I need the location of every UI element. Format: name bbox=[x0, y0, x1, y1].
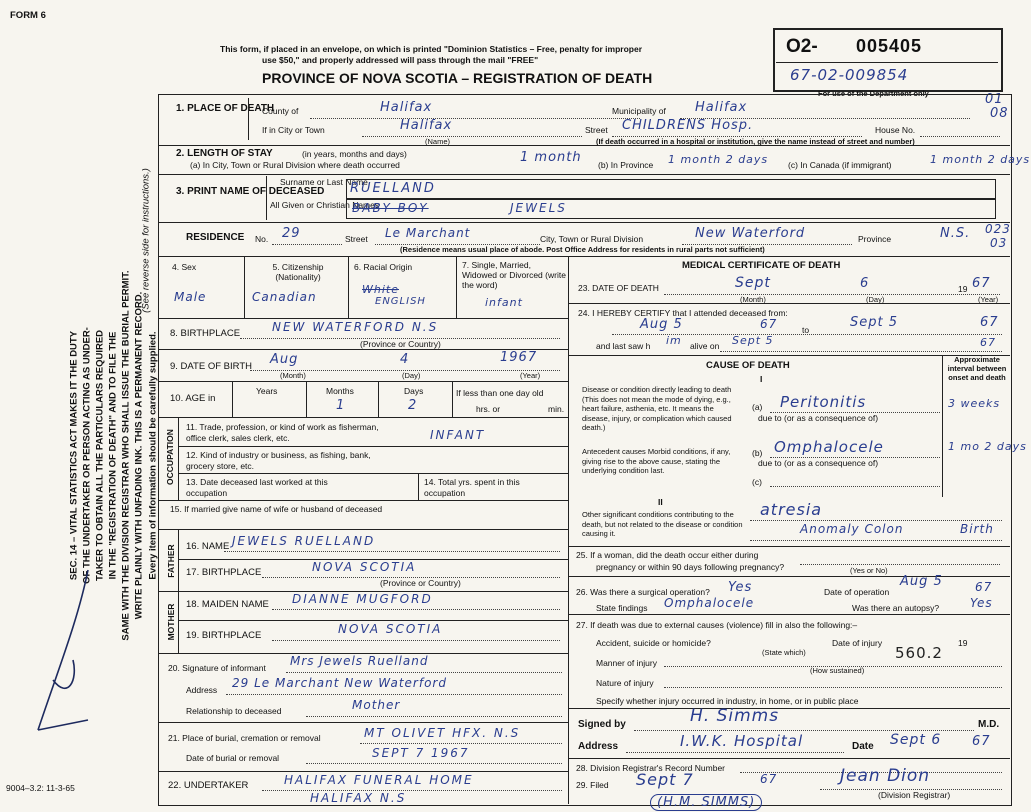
other-condition-1: atresia bbox=[760, 500, 823, 519]
doctor-date-value: Sept 6 bbox=[890, 732, 942, 748]
dod-year-prefix: 19 bbox=[958, 284, 968, 294]
relationship-label: Relationship to deceased bbox=[186, 706, 282, 716]
sex-label: 4. Sex bbox=[172, 262, 197, 272]
citizenship-value: Canadian bbox=[252, 290, 317, 304]
injury-place-label: Specify whether injury occurred in industry, in home, or in public place bbox=[596, 696, 859, 706]
dod-day-hint: (Day) bbox=[866, 295, 885, 304]
side-line-4: IN THE "REGISTRATION OF DEATH" AND TO FILE THE bbox=[107, 331, 119, 580]
place-of-death-label: 1. PLACE OF DEATH bbox=[176, 103, 275, 114]
print-name-label: 3. PRINT NAME OF DECEASED bbox=[176, 186, 325, 197]
undertaker-value: HALIFAX FUNERAL HOME bbox=[284, 773, 474, 787]
racial-origin-label: 6. Racial Origin bbox=[354, 262, 413, 272]
attended-from: Aug 5 bbox=[640, 317, 683, 332]
age-months-label: Months bbox=[326, 386, 354, 396]
cause-of-death-header: CAUSE OF DEATH bbox=[706, 360, 790, 371]
surname-value: RUELLAND bbox=[350, 181, 436, 196]
alive-on-year: 67 bbox=[980, 336, 996, 349]
informant-signature-label: 20. Signature of informant bbox=[168, 663, 266, 673]
operation-date-label: Date of operation bbox=[824, 587, 890, 597]
side-line-7: Every item of information should be carefully supplied. bbox=[147, 331, 159, 580]
attended-to-year: 67 bbox=[980, 315, 999, 330]
residence-no-value: 29 bbox=[282, 226, 301, 241]
side-line-8: (See reverse side for instructions.) bbox=[140, 168, 152, 313]
autopsy-label: Was there an autopsy? bbox=[852, 603, 940, 613]
due-to-a: due to (or as a consequence of) bbox=[758, 413, 879, 423]
burial-date-label: Date of burial or removal bbox=[186, 753, 280, 763]
dod-month: Sept bbox=[735, 275, 771, 291]
dob-day: 4 bbox=[400, 352, 410, 367]
alive-on-label: alive on bbox=[690, 341, 720, 351]
dod-year-hint: (Year) bbox=[978, 295, 999, 304]
stay-canada-label: (c) In Canada (if immigrant) bbox=[788, 160, 892, 170]
reg-prefix: O2- bbox=[786, 36, 818, 57]
doctor-address-value: I.W.K. Hospital bbox=[680, 732, 804, 750]
medical-certificate-header: MEDICAL CERTIFICATE OF DEATH bbox=[682, 260, 841, 271]
injury-year-prefix: 19 bbox=[958, 638, 968, 648]
father-name-value: JEWELS RUELLAND bbox=[232, 534, 376, 548]
side-line-3: TAKER TO OBTAIN ALL THE PARTICULARS REQUIRED bbox=[94, 329, 106, 582]
attended-to: Sept 5 bbox=[850, 315, 899, 330]
form-title: PROVINCE OF NOVA SCOTIA – REGISTRATION OF DEATH bbox=[262, 70, 653, 86]
antecedent-causes-label: Antecedent causes Morbid conditions, if any, giving rise to the above cause, stating the underlying condition last. bbox=[582, 447, 731, 475]
length-of-stay-label: 2. LENGTH OF STAY bbox=[176, 148, 273, 159]
surgery-label: 26. Was there a surgical operation? bbox=[576, 587, 710, 597]
operation-year: 67 bbox=[975, 580, 993, 594]
side-line-6: WRITE PLAINLY WITH UNFADING INK. THIS IS A PERMANENT RECORD. bbox=[133, 291, 145, 620]
street-label: Street bbox=[585, 125, 608, 135]
burial-date-value: SEPT 7 1967 bbox=[372, 746, 470, 760]
md-label: M.D. bbox=[978, 719, 1000, 730]
injury-date-label: Date of injury bbox=[832, 638, 883, 648]
interval-b-value: 1 mo 2 days bbox=[948, 440, 1027, 453]
dod-year: 67 bbox=[972, 276, 991, 291]
cause-a-value: Peritonitis bbox=[780, 393, 867, 411]
to-label: to bbox=[802, 325, 810, 335]
side-line-1: SEC. 14 – VITAL STATISTICS ACT MAKES IT THE DUTY bbox=[68, 330, 80, 581]
given-names-box bbox=[346, 199, 996, 219]
given-names-struck: BABY BOY bbox=[352, 201, 429, 215]
stay-province-label: (b) In Province bbox=[598, 160, 654, 170]
given-names-label: All Given or Christian Names bbox=[270, 200, 380, 210]
filed-date: Sept 7 bbox=[636, 770, 694, 789]
father-birthplace-value: NOVA SCOTIA bbox=[312, 560, 417, 574]
county-value: Halifax bbox=[380, 100, 433, 115]
mother-birthplace-value: NOVA SCOTIA bbox=[338, 622, 443, 636]
marital-status-label: 7. Single, Married, Widowed or Divorced (write the word) bbox=[462, 260, 566, 290]
certify-label: 24. I HEREBY CERTIFY that I attended deceased from: bbox=[578, 308, 788, 318]
residence-no-label: No. bbox=[255, 234, 269, 244]
form-number: FORM 6 bbox=[10, 10, 46, 21]
father-birthplace-hint: (Province or Country) bbox=[380, 578, 461, 588]
attended-from-year: 67 bbox=[760, 317, 778, 331]
residence-city-value: New Waterford bbox=[695, 226, 806, 241]
residence-street-value: Le Marchant bbox=[385, 226, 471, 240]
trade-label: 11. Trade, profession, or kind of work as fisherman, office clerk, sales clerk, etc. bbox=[186, 422, 379, 443]
age-months-value: 1 bbox=[336, 398, 346, 413]
stay-city-value: 1 month bbox=[520, 150, 582, 165]
direct-cause-label: Disease or condition directly leading to death (This does not mean the mode of dying, e.g., heart failure, asthenia, etc. It means the disease, injury, or complication which caused death.) bbox=[582, 385, 732, 432]
dept-code-1: 01 bbox=[985, 92, 1004, 107]
last-saw-label: and last saw h bbox=[596, 341, 651, 351]
age-days-label: Days bbox=[404, 386, 424, 396]
dod-day: 6 bbox=[860, 276, 870, 291]
interval-a-value: 3 weeks bbox=[948, 397, 1001, 410]
stamp-number: 560.2 bbox=[895, 644, 943, 662]
mother-birthplace-label: 19. BIRTHPLACE bbox=[186, 630, 262, 641]
racial-origin-struck: White bbox=[362, 283, 399, 296]
due-to-b: due to (or as a consequence of) bbox=[758, 458, 879, 468]
alive-on-value: Sept 5 bbox=[732, 334, 774, 347]
record-number-label: 28. Division Registrar's Record Number bbox=[576, 763, 726, 773]
stay-city-label: (a) In City, Town or Rural Division where death occurred bbox=[190, 160, 400, 170]
residence-street-label: Street bbox=[345, 234, 368, 244]
informant-address-value: 29 Le Marchant New Waterford bbox=[232, 676, 447, 690]
signed-by-label: Signed by bbox=[578, 719, 626, 730]
county-label: County of bbox=[262, 106, 299, 116]
municipality-value: Halifax bbox=[695, 100, 748, 115]
age-years-label: Years bbox=[256, 386, 278, 396]
city-town-label: If in City or Town bbox=[262, 125, 325, 135]
stay-province-value: 1 month 2 days bbox=[668, 153, 769, 166]
trade-value: INFANT bbox=[430, 428, 486, 442]
hrs-label: hrs. or bbox=[476, 404, 501, 414]
cause-a-letter: (a) bbox=[752, 402, 763, 412]
dob-month: Aug bbox=[270, 352, 299, 367]
interval-header: Approximate interval between onset and death bbox=[947, 355, 1007, 382]
father-section-label: FATHER bbox=[166, 544, 176, 578]
findings-label: State findings bbox=[596, 603, 648, 613]
state-which-hint: (State which) bbox=[762, 648, 806, 657]
cause-c-letter: (c) bbox=[752, 477, 762, 487]
stay-canada-value: 1 month 2 days bbox=[930, 153, 1031, 166]
residence-code-2: 03 bbox=[990, 236, 1008, 250]
other-condition-2: Anomaly Colon bbox=[800, 522, 904, 536]
dob-year-hint: (Year) bbox=[520, 371, 541, 380]
cause-b-value: Omphalocele bbox=[774, 438, 884, 456]
dept-use-note: For use of the Department only bbox=[818, 89, 929, 98]
less-than-day-label: If less than one day old bbox=[456, 388, 544, 398]
father-birthplace-label: 17. BIRTHPLACE bbox=[186, 567, 262, 578]
surname-box bbox=[346, 179, 996, 199]
pregnancy-question-line1: 25. If a woman, did the death occur either during bbox=[576, 550, 759, 560]
doctor-date-label: Date bbox=[852, 741, 874, 752]
operation-date-value: Aug 5 bbox=[900, 574, 943, 589]
doctor-date-year: 67 bbox=[972, 734, 991, 749]
other-conditions-label: Other significant conditions contributing to the death, but not related to the disease or condition causing it. bbox=[582, 510, 743, 538]
citizenship-label: 5. Citizenship (Nationality) bbox=[272, 262, 324, 282]
residence-label: RESIDENCE bbox=[186, 232, 245, 243]
spouse-label: 15. If married give name of wife or husband of deceased bbox=[170, 504, 383, 514]
mother-section-label: MOTHER bbox=[166, 603, 176, 641]
signed-by-value: H. Simms bbox=[690, 706, 780, 726]
how-sustained-hint: (How sustained) bbox=[810, 666, 865, 675]
date-of-death-label: 23. DATE OF DEATH bbox=[578, 283, 659, 293]
residence-province-value: N.S. bbox=[940, 226, 971, 241]
street-value: CHILDRENS Hosp. bbox=[622, 118, 754, 133]
roman-two: II bbox=[658, 497, 663, 507]
pregnancy-hint: (Yes or No) bbox=[850, 566, 888, 575]
city-town-value: Halifax bbox=[400, 118, 453, 133]
total-years-label: 14. Total yrs. spent in this occupation bbox=[424, 477, 520, 498]
cause-b-letter: (b) bbox=[752, 448, 763, 458]
surname-label: Surname or Last Name bbox=[280, 177, 368, 187]
form-footer-code: 9004–3.2: 11-3-65 bbox=[6, 783, 75, 793]
other-interval: Birth bbox=[960, 522, 994, 536]
marital-status-value: infant bbox=[485, 296, 523, 309]
father-name-label: 16. NAME bbox=[186, 541, 230, 552]
filed-label: 29. Filed bbox=[576, 780, 609, 790]
residence-code-1: 023 bbox=[985, 222, 1011, 236]
external-causes-label: 27. If death was due to external causes (violence) fill in also the following:– bbox=[576, 620, 858, 630]
hospital-hint: (If death occurred in a hospital or institution, give the name instead of street and number) bbox=[596, 137, 915, 146]
registrar-signature: Jean Dion bbox=[840, 766, 931, 786]
informant-signature-value: Mrs Jewels Ruelland bbox=[290, 654, 429, 668]
roman-one: I bbox=[760, 374, 763, 384]
last-saw-sex: im bbox=[666, 334, 682, 347]
registrar-hint: (Division Registrar) bbox=[878, 790, 951, 800]
racial-origin-value: ENGLISH bbox=[375, 296, 426, 307]
filed-year: 67 bbox=[760, 772, 778, 786]
burial-place-label: 21. Place of burial, cremation or removal bbox=[168, 733, 321, 743]
undertaker-city: HALIFAX N.S bbox=[310, 791, 407, 805]
min-label: min. bbox=[548, 404, 565, 414]
side-line-2: OF THE UNDERTAKER OR PERSON ACTING AS UNDER- bbox=[81, 327, 93, 584]
residence-province-label: Province bbox=[858, 234, 892, 244]
relationship-value: Mother bbox=[352, 698, 401, 712]
reg-number: 005405 bbox=[856, 36, 923, 56]
informant-address-label: Address bbox=[186, 685, 218, 695]
house-no-label: House No. bbox=[875, 125, 916, 135]
municipality-label: Municipality of bbox=[612, 106, 666, 116]
dob-day-hint: (Day) bbox=[402, 371, 421, 380]
birthplace-label: 8. BIRTHPLACE bbox=[170, 328, 241, 339]
undertaker-label: 22. UNDERTAKER bbox=[168, 780, 249, 791]
mail-notice-line2: use $50," and properly addressed will pass through the mail "FREE" bbox=[262, 55, 539, 65]
mother-maiden-label: 18. MAIDEN NAME bbox=[186, 599, 269, 610]
dept-number: 67-02-009854 bbox=[790, 66, 909, 84]
side-line-5: SAME WITH THE DIVISION REGISTRAR WHO SHALL ISSUE THE BURIAL PERMIT. bbox=[120, 270, 132, 641]
sex-value: Male bbox=[174, 290, 207, 304]
dod-month-hint: (Month) bbox=[740, 295, 766, 304]
surgery-value: Yes bbox=[728, 580, 753, 595]
autopsy-value: Yes bbox=[970, 596, 993, 610]
length-of-stay-hint: (in years, months and days) bbox=[302, 149, 407, 159]
industry-label: 12. Kind of industry or business, as fishing, bank, grocery store, etc. bbox=[186, 450, 371, 471]
mother-maiden-value: DIANNE MUGFORD bbox=[292, 592, 433, 606]
residence-city-label: City, Town or Rural Division bbox=[540, 234, 644, 244]
last-worked-label: 13. Date deceased last worked at this occupation bbox=[186, 477, 328, 498]
pregnancy-question-line2: pregnancy or within 90 days following pregnancy? bbox=[596, 562, 785, 572]
findings-value: Omphalocele bbox=[664, 596, 755, 610]
manner-label: Manner of injury bbox=[596, 658, 657, 668]
side-signature bbox=[18, 560, 108, 750]
age-label: 10. AGE in bbox=[170, 393, 216, 404]
mail-notice-line1: This form, if placed in an envelope, on which is printed "Dominion Statistics – Free, penalty for improper bbox=[220, 44, 643, 54]
dept-code-2: 08 bbox=[990, 106, 1009, 121]
residence-hint: (Residence means usual place of abode. Post Office Address for residents in rural parts not sufficient) bbox=[400, 245, 765, 254]
name-hint: (Name) bbox=[425, 137, 451, 146]
given-names-value: JEWELS bbox=[510, 201, 567, 215]
birthplace-hint: (Province or Country) bbox=[360, 339, 441, 349]
doctor-address-label: Address bbox=[578, 741, 619, 752]
simms-note: (H.M. SIMMS) bbox=[650, 794, 762, 811]
age-days-value: 2 bbox=[408, 398, 418, 413]
dob-month-hint: (Month) bbox=[280, 371, 306, 380]
birthplace-value: NEW WATERFORD N.S bbox=[272, 320, 439, 334]
nature-label: Nature of injury bbox=[596, 678, 654, 688]
dob-year: 1967 bbox=[500, 350, 538, 365]
accident-label: Accident, suicide or homicide? bbox=[596, 638, 711, 648]
occupation-section-label: OCCUPATION bbox=[165, 429, 175, 485]
burial-place-value: MT OLIVET HFX. N.S bbox=[364, 726, 521, 740]
dob-label: 9. DATE OF BIRTH bbox=[170, 361, 252, 372]
